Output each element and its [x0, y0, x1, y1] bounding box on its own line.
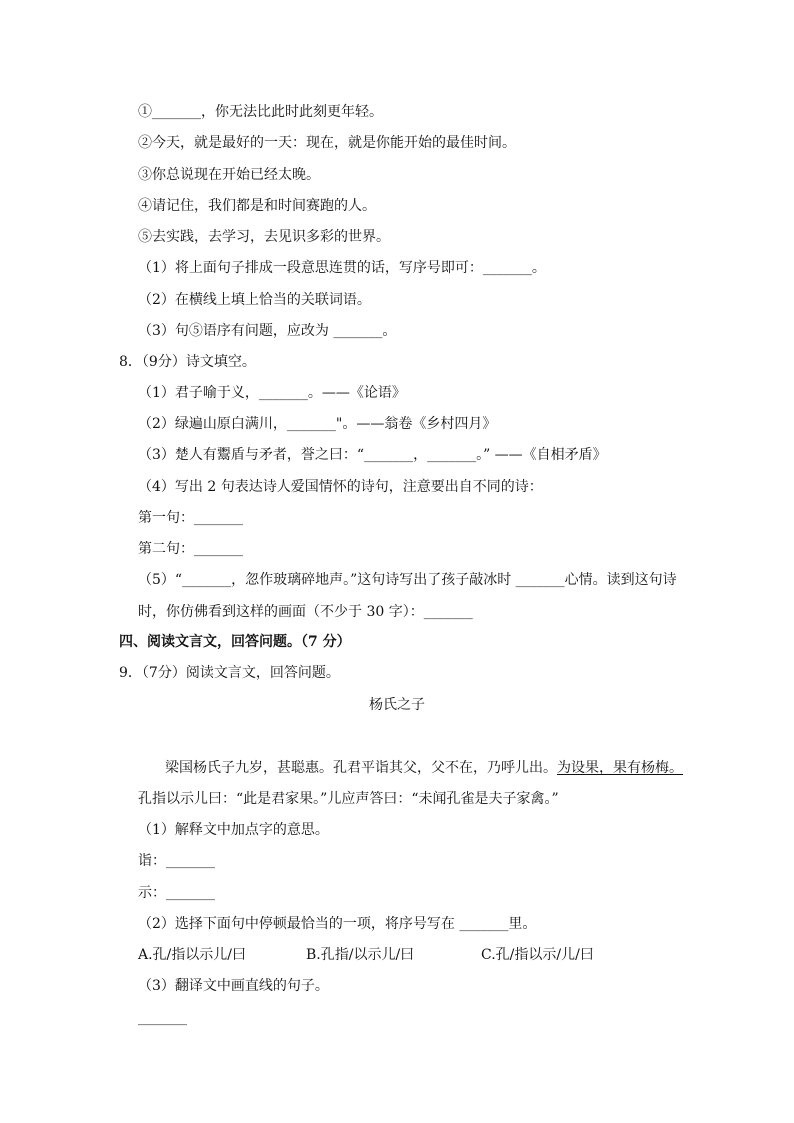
- poem-item-1: （1）君子喻于义，_______。——《论语》: [138, 385, 406, 401]
- subquestion-9-1: （1）解释文中加点字的意思。: [138, 822, 329, 838]
- word-yi-blank: 诣：_______: [138, 853, 215, 869]
- passage-line-2: 孔指以示儿曰：“此是君家果。”儿应声答曰：“未闻孔雀是夫子家禽。”: [138, 791, 559, 807]
- word-shi-blank: 示：_______: [138, 885, 215, 901]
- first-line-blank: 第一句：_______: [138, 510, 243, 526]
- question-8-heading: 8．（9分）诗文填空。: [119, 354, 256, 370]
- subquestion-1: （1）将上面句子排成一段意思连贯的话，写序号即可：_______。: [138, 260, 546, 276]
- subquestion-9-3: （3）翻译文中画直线的句子。: [138, 978, 329, 994]
- underlined-sentence: 为设果，果有杨梅。: [557, 760, 683, 776]
- poem-item-4: （4）写出 2 句表达诗人爱国情怀的诗句，注意要出自不同的诗：: [138, 479, 543, 495]
- option-c: C.孔/指以示/儿/曰: [481, 947, 594, 963]
- translation-blank: _______: [138, 1010, 187, 1026]
- subquestion-9-2: （2）选择下面句中停顿最恰当的一项，将序号写在 _______里。: [138, 916, 537, 932]
- poem-item-5-cont: 时，你仿佛看到这样的画面（不少于 30 字）：_______: [138, 604, 473, 620]
- sentence-5: ⑤去实践，去学习，去见识多彩的世界。: [138, 229, 390, 245]
- poem-item-2: （2）绿遍山原白满川，_______"。——翁卷《乡村四月》: [138, 416, 497, 432]
- second-line-blank: 第二句：_______: [138, 541, 243, 557]
- sentence-3: ③你总说现在开始已经太晚。: [138, 167, 320, 183]
- passage-title: 杨氏之子: [369, 697, 425, 713]
- poem-item-3: （3）楚人有鬻盾与矛者，誉之曰：“_______，_______。” ——《自相矛盾》: [138, 447, 607, 463]
- subquestion-3: （3）句⑤语序有问题，应改为 _______。: [138, 323, 397, 339]
- subquestion-2: （2）在横线上填上恰当的关联词语。: [138, 292, 371, 308]
- section-4-heading: 四、阅读文言文，回答问题。（7 分）: [119, 634, 351, 650]
- sentence-1: ①_______，你无法比此时此刻更年轻。: [138, 104, 383, 120]
- passage-line-1: [165, 759, 683, 777]
- sentence-4: ④请记住，我们都是和时间赛跑的人。: [138, 198, 376, 214]
- option-a: A.孔/指以示儿/曰: [138, 947, 246, 963]
- poem-item-5: （5）“_______，忽作玻璃碎地声。”这句诗写出了孩子敲冰时 _______心情。读到这句诗: [138, 572, 677, 588]
- question-9-heading: 9．（7分）阅读文言文，回答问题。: [119, 665, 340, 681]
- option-b: B.孔指/以示儿/曰: [306, 947, 415, 963]
- passage-text: 梁国杨氏子九岁，甚聪惠。孔君平诣其父，父不在，乃呼儿出。: [165, 760, 557, 776]
- sentence-2: ②今天，就是最好的一天：现在，就是你能开始的最佳时间。: [138, 135, 516, 151]
